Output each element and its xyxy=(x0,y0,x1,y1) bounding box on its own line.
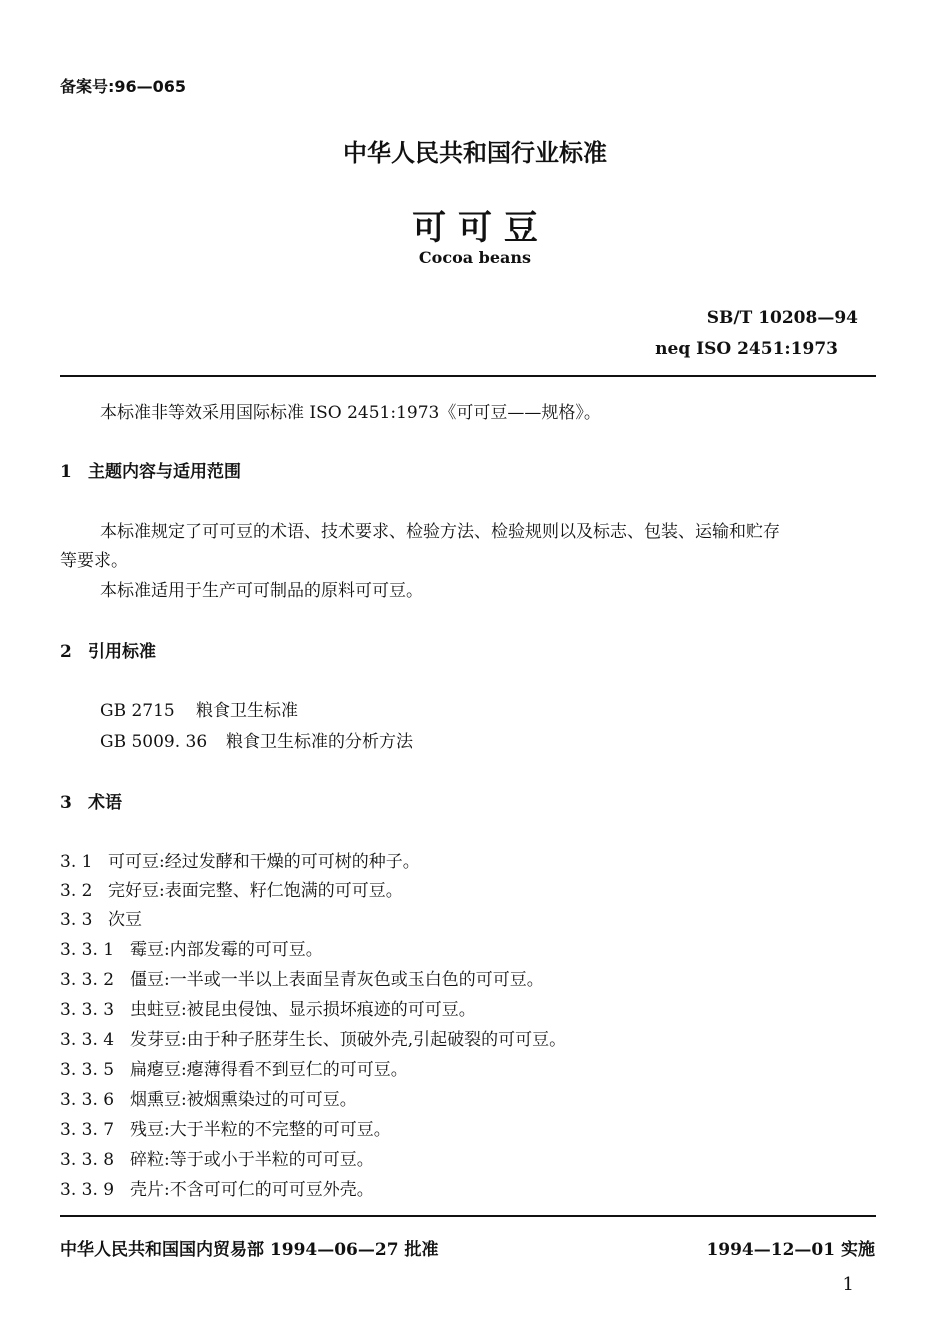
effective-date: 1994—12—01 实施 xyxy=(706,1240,875,1260)
term-item xyxy=(60,876,403,901)
term-text: 霉豆:内部发霉的可可豆。 xyxy=(130,940,323,960)
term-item xyxy=(60,1055,408,1080)
term-number: 3. 2 xyxy=(60,881,93,901)
term-item xyxy=(60,1085,357,1110)
section-1-heading xyxy=(60,457,241,482)
term-item xyxy=(60,935,323,960)
term-item xyxy=(60,1115,391,1140)
term-text: 发芽豆:由于种子胚芽生长、顶破外壳,引起破裂的可可豆。 xyxy=(130,1030,567,1050)
section-number: 1 xyxy=(60,462,72,482)
term-number: 3. 3. 3 xyxy=(60,1000,115,1020)
reference-name: 粮食卫生标准的分析方法 xyxy=(226,732,413,752)
doc-title: 可 可 豆 xyxy=(412,208,538,248)
term-number: 3. 3. 4 xyxy=(60,1030,115,1050)
doc-title-en: Cocoa beans xyxy=(418,248,532,267)
term-text: 可可豆:经过发酵和干燥的可可树的种子。 xyxy=(108,852,420,872)
section-title: 引用标准 xyxy=(88,642,156,662)
term-item xyxy=(60,1025,566,1050)
term-text: 碎粒:等于或小于半粒的可可豆。 xyxy=(130,1150,374,1170)
section-number: 3 xyxy=(60,793,72,813)
term-number: 3. 3. 7 xyxy=(60,1120,115,1140)
term-text: 扁瘪豆:瘪薄得看不到豆仁的可可豆。 xyxy=(130,1060,408,1080)
term-item xyxy=(60,1145,374,1170)
section-number: 2 xyxy=(60,642,72,662)
term-text: 虫蛀豆:被昆虫侵蚀、显示损坏痕迹的可可豆。 xyxy=(130,1000,476,1020)
term-number: 3. 3 xyxy=(60,910,93,930)
term-number: 3. 3. 1 xyxy=(60,940,115,960)
page-number: 1 xyxy=(842,1274,854,1295)
term-number: 3. 3. 9 xyxy=(60,1180,115,1200)
reference-code: GB 2715 xyxy=(100,701,175,721)
term-number: 3. 3. 8 xyxy=(60,1150,115,1170)
org-title: 中华人民共和国行业标准 xyxy=(343,139,607,167)
reference-item xyxy=(100,727,413,752)
term-number: 3. 1 xyxy=(60,852,93,872)
term-text: 僵豆:一半或一半以上表面呈青灰色或玉白色的可可豆。 xyxy=(130,970,544,990)
term-text: 壳片:不含可可仁的可可豆外壳。 xyxy=(130,1180,374,1200)
intro-text: 本标准非等效采用国际标准 ISO 2451:1973《可可豆——规格》。 xyxy=(100,403,601,423)
approval-line: 中华人民共和国国内贸易部 1994—06—27 批准 xyxy=(60,1240,439,1260)
term-item xyxy=(60,1175,374,1200)
section-1-para2: 本标准适用于生产可可制品的原料可可豆。 xyxy=(100,581,423,601)
term-item xyxy=(60,847,420,872)
section-title: 术语 xyxy=(88,793,122,813)
term-text: 残豆:大于半粒的不完整的可可豆。 xyxy=(130,1120,391,1140)
term-number: 3. 3. 2 xyxy=(60,970,115,990)
term-number: 3. 3. 5 xyxy=(60,1060,115,1080)
term-item xyxy=(60,995,476,1020)
term-text: 完好豆:表面完整、籽仁饱满的可可豆。 xyxy=(108,881,403,901)
section-3-heading xyxy=(60,788,122,813)
section-1-para1-line1: 本标准规定了可可豆的术语、技术要求、检验方法、检验规则以及标志、包装、运输和贮存 xyxy=(100,522,780,542)
term-number: 3. 3. 6 xyxy=(60,1090,115,1110)
term-item xyxy=(60,905,142,930)
footer-rule xyxy=(60,1215,876,1217)
section-2-heading xyxy=(60,637,156,662)
header-rule xyxy=(60,375,876,377)
equivalence-note: neq ISO 2451:1973 xyxy=(655,339,838,359)
section-title: 主题内容与适用范围 xyxy=(88,462,241,482)
term-text: 烟熏豆:被烟熏染过的可可豆。 xyxy=(130,1090,357,1110)
standard-code: SB/T 10208—94 xyxy=(706,308,858,328)
reference-code: GB 5009. 36 xyxy=(100,732,208,752)
reference-name: 粮食卫生标准 xyxy=(196,701,298,721)
reference-item xyxy=(100,696,298,721)
record-number: 备案号:96—065 xyxy=(60,77,187,96)
term-item xyxy=(60,965,544,990)
term-text: 次豆 xyxy=(108,910,142,930)
section-1-para1-line2: 等要求。 xyxy=(60,551,128,571)
